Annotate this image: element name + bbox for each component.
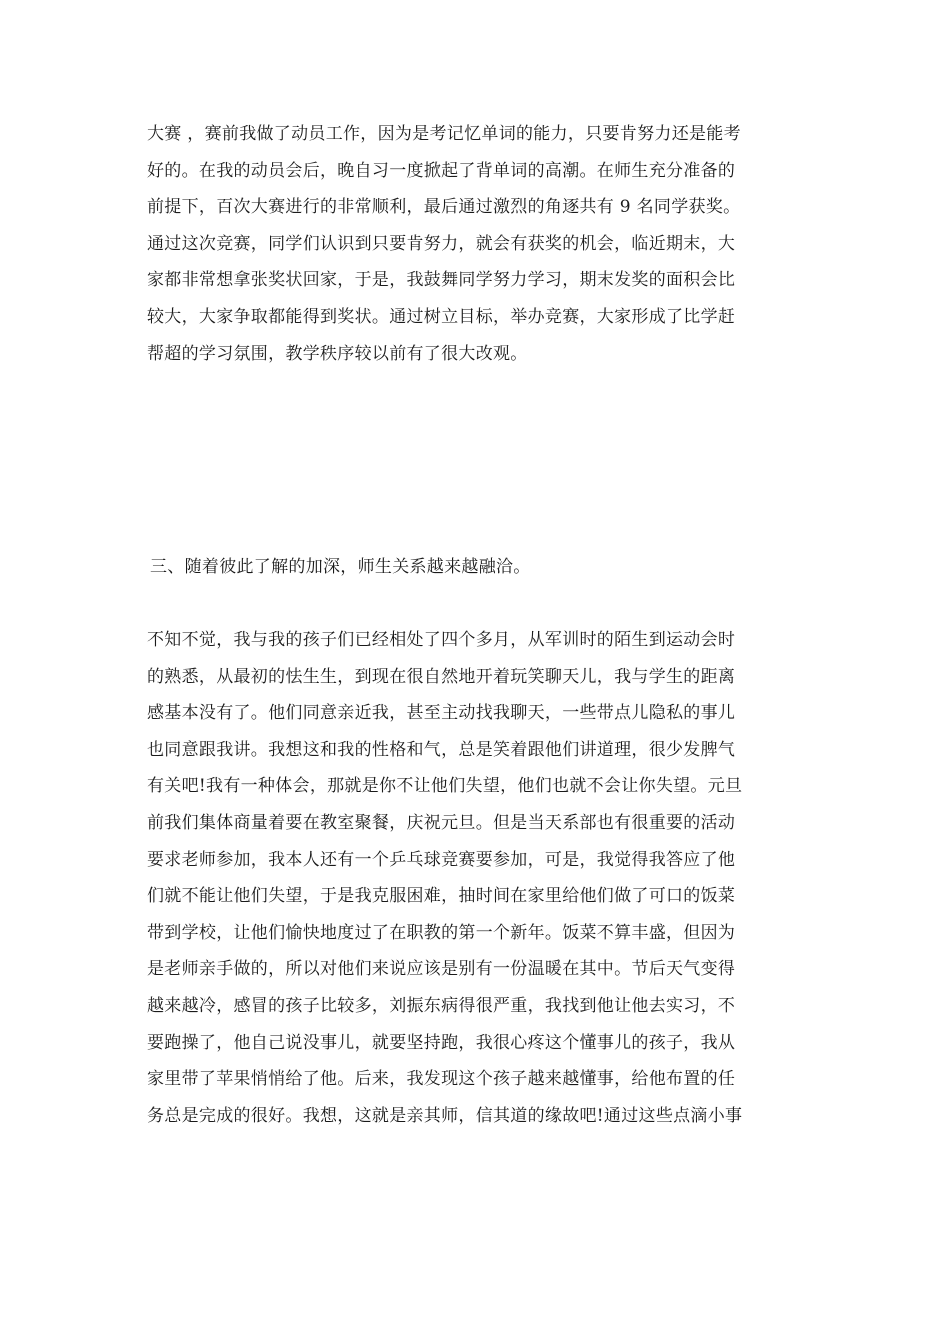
text-line: 较大，大家争取都能得到奖状。通过树立目标，举办竞赛，大家形成了比学赶 bbox=[147, 306, 736, 327]
text-line: 前我们集体商量着要在教室聚餐，庆祝元旦。但是当天系部也有很重要的活动 bbox=[147, 812, 736, 833]
section-heading-block bbox=[150, 549, 810, 586]
text-line: 不知不觉，我与我的孩子们已经相处了四个多月，从军训时的陌生到运动会时 bbox=[147, 630, 736, 650]
text-line: 有关吧!我有一种体会，那就是你不让他们失望，他们也就不会让你失望。元旦 bbox=[147, 776, 743, 797]
text-line: 带到学校，让他们愉快地度过了在职教的第一个新年。饭菜不算丰盛，但因为 bbox=[147, 922, 736, 943]
text-line: 家里带了苹果悄悄给了他。后来，我发现这个孩子越来越懂事，给他布置的任 bbox=[147, 1069, 736, 1090]
text-line: 通过这次竞赛，同学们认识到只要肯努力，就会有获奖的机会，临近期末，大 bbox=[147, 233, 736, 254]
text-line: 帮超的学习氛围，教学秩序较以前有了很大改观。 bbox=[147, 343, 528, 364]
text-line: 好的。在我的动员会后，晚自习一度掀起了背单词的高潮。在师生充分准备的 bbox=[147, 160, 736, 181]
text-line: 大赛 ，赛前我做了动员工作，因为是考记忆单词的能力，只要肯努力还是能考 bbox=[147, 124, 741, 144]
paragraph-section3 bbox=[147, 622, 807, 1134]
text-line: 也同意跟我讲。我想这和我的性格和气，总是笑着跟他们讲道理，很少发脾气 bbox=[147, 739, 736, 760]
text-line: 是老师亲手做的，所以对他们来说应该是别有一份温暖在其中。节后天气变得 bbox=[147, 959, 736, 980]
text-line: 越来越冷，感冒的孩子比较多，刘振东病得很严重，我找到他让他去实习，不 bbox=[147, 995, 736, 1016]
text-line: 的熟悉，从最初的怯生生，到现在很自然地开着玩笑聊天儿，我与学生的距离 bbox=[147, 666, 736, 687]
text-line: 务总是完成的很好。我想，这就是亲其师，信其道的缘故吧!通过这些点滴小事 bbox=[147, 1105, 743, 1126]
text-line: 们就不能让他们失望，于是我克服困难，抽时间在家里给他们做了可口的饭菜 bbox=[147, 886, 736, 907]
text-line: 要求老师参加，我本人还有一个乒乓球竞赛要参加，可是，我觉得我答应了他 bbox=[147, 849, 736, 870]
section-heading: 三、随着彼此了解的加深，师生关系越来越融洽。 bbox=[150, 557, 531, 577]
paragraph-continued bbox=[147, 116, 807, 372]
text-line: 前提下，百次大赛进行的非常顺利，最后通过激烈的角逐共有 9 名同学获奖。 bbox=[147, 197, 741, 218]
text-line: 感基本没有了。他们同意亲近我，甚至主动找我聊天，一些带点儿隐私的事儿 bbox=[147, 703, 736, 724]
text-line: 家都非常想拿张奖状回家，于是，我鼓舞同学努力学习，期末发奖的面积会比 bbox=[147, 270, 736, 291]
text-line: 要跑操了，他自己说没事儿，就要坚持跑，我很心疼这个懂事儿的孩子，我从 bbox=[147, 1032, 736, 1053]
